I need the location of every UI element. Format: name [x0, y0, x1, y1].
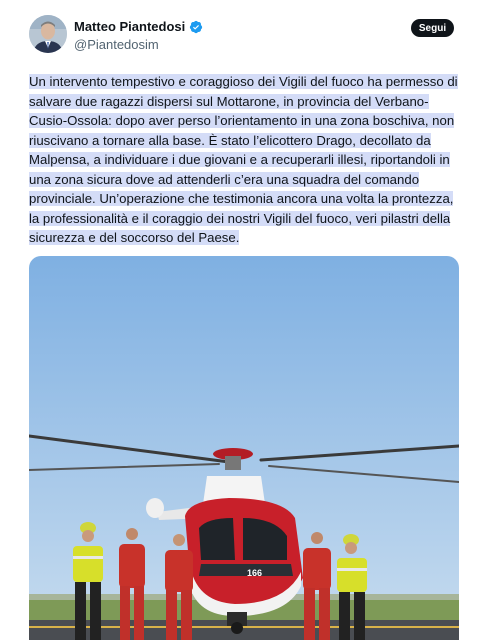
avatar[interactable]: [29, 15, 67, 53]
nose-band: [199, 564, 293, 576]
author-name-row: [74, 19, 203, 34]
tweet-media-photo[interactable]: [29, 256, 459, 640]
helicopter-number: 166: [247, 568, 263, 578]
cockpit-window-left: [199, 518, 235, 560]
tweet-text: [29, 72, 465, 248]
verified-badge-icon: [189, 20, 203, 34]
author-handle[interactable]: @Piantedosim: [74, 37, 159, 52]
tweet-text-content: Un intervento tempestivo e coraggioso dei Vigili del fuoco ha permesso di salvare due ragazzi dispersi sul Mottarone, in provincia del Verbano-Cusio-Ossola: dopo aver perso l’orientamento in una zona boschiva, non riuscivano a tornare alla base. È stato l’elicottero Drago, decollato da Malpensa, a individuare i due giovani e a recuperarli illesi, riportandoli in una zona sicura dove ad attenderli c’era una squadra del comando provinciale. Un’operazione che testimonia ancora una volta la prontezza, la professionalità e il coraggio dei nostri Vigili del fuoco, veri pilastri della sicurezza e del soccorso del Paese.: [29, 74, 458, 245]
avatar-portrait-icon: [29, 15, 67, 53]
author-info: [74, 19, 203, 52]
rotor-mast: [225, 456, 241, 470]
helicopter-photo: [29, 256, 459, 640]
author-display-name[interactable]: Matteo Piantedosi: [74, 19, 186, 34]
landing-wheel: [231, 622, 243, 634]
tail-rotor: [146, 498, 164, 518]
follow-button[interactable]: Segui: [411, 19, 454, 37]
